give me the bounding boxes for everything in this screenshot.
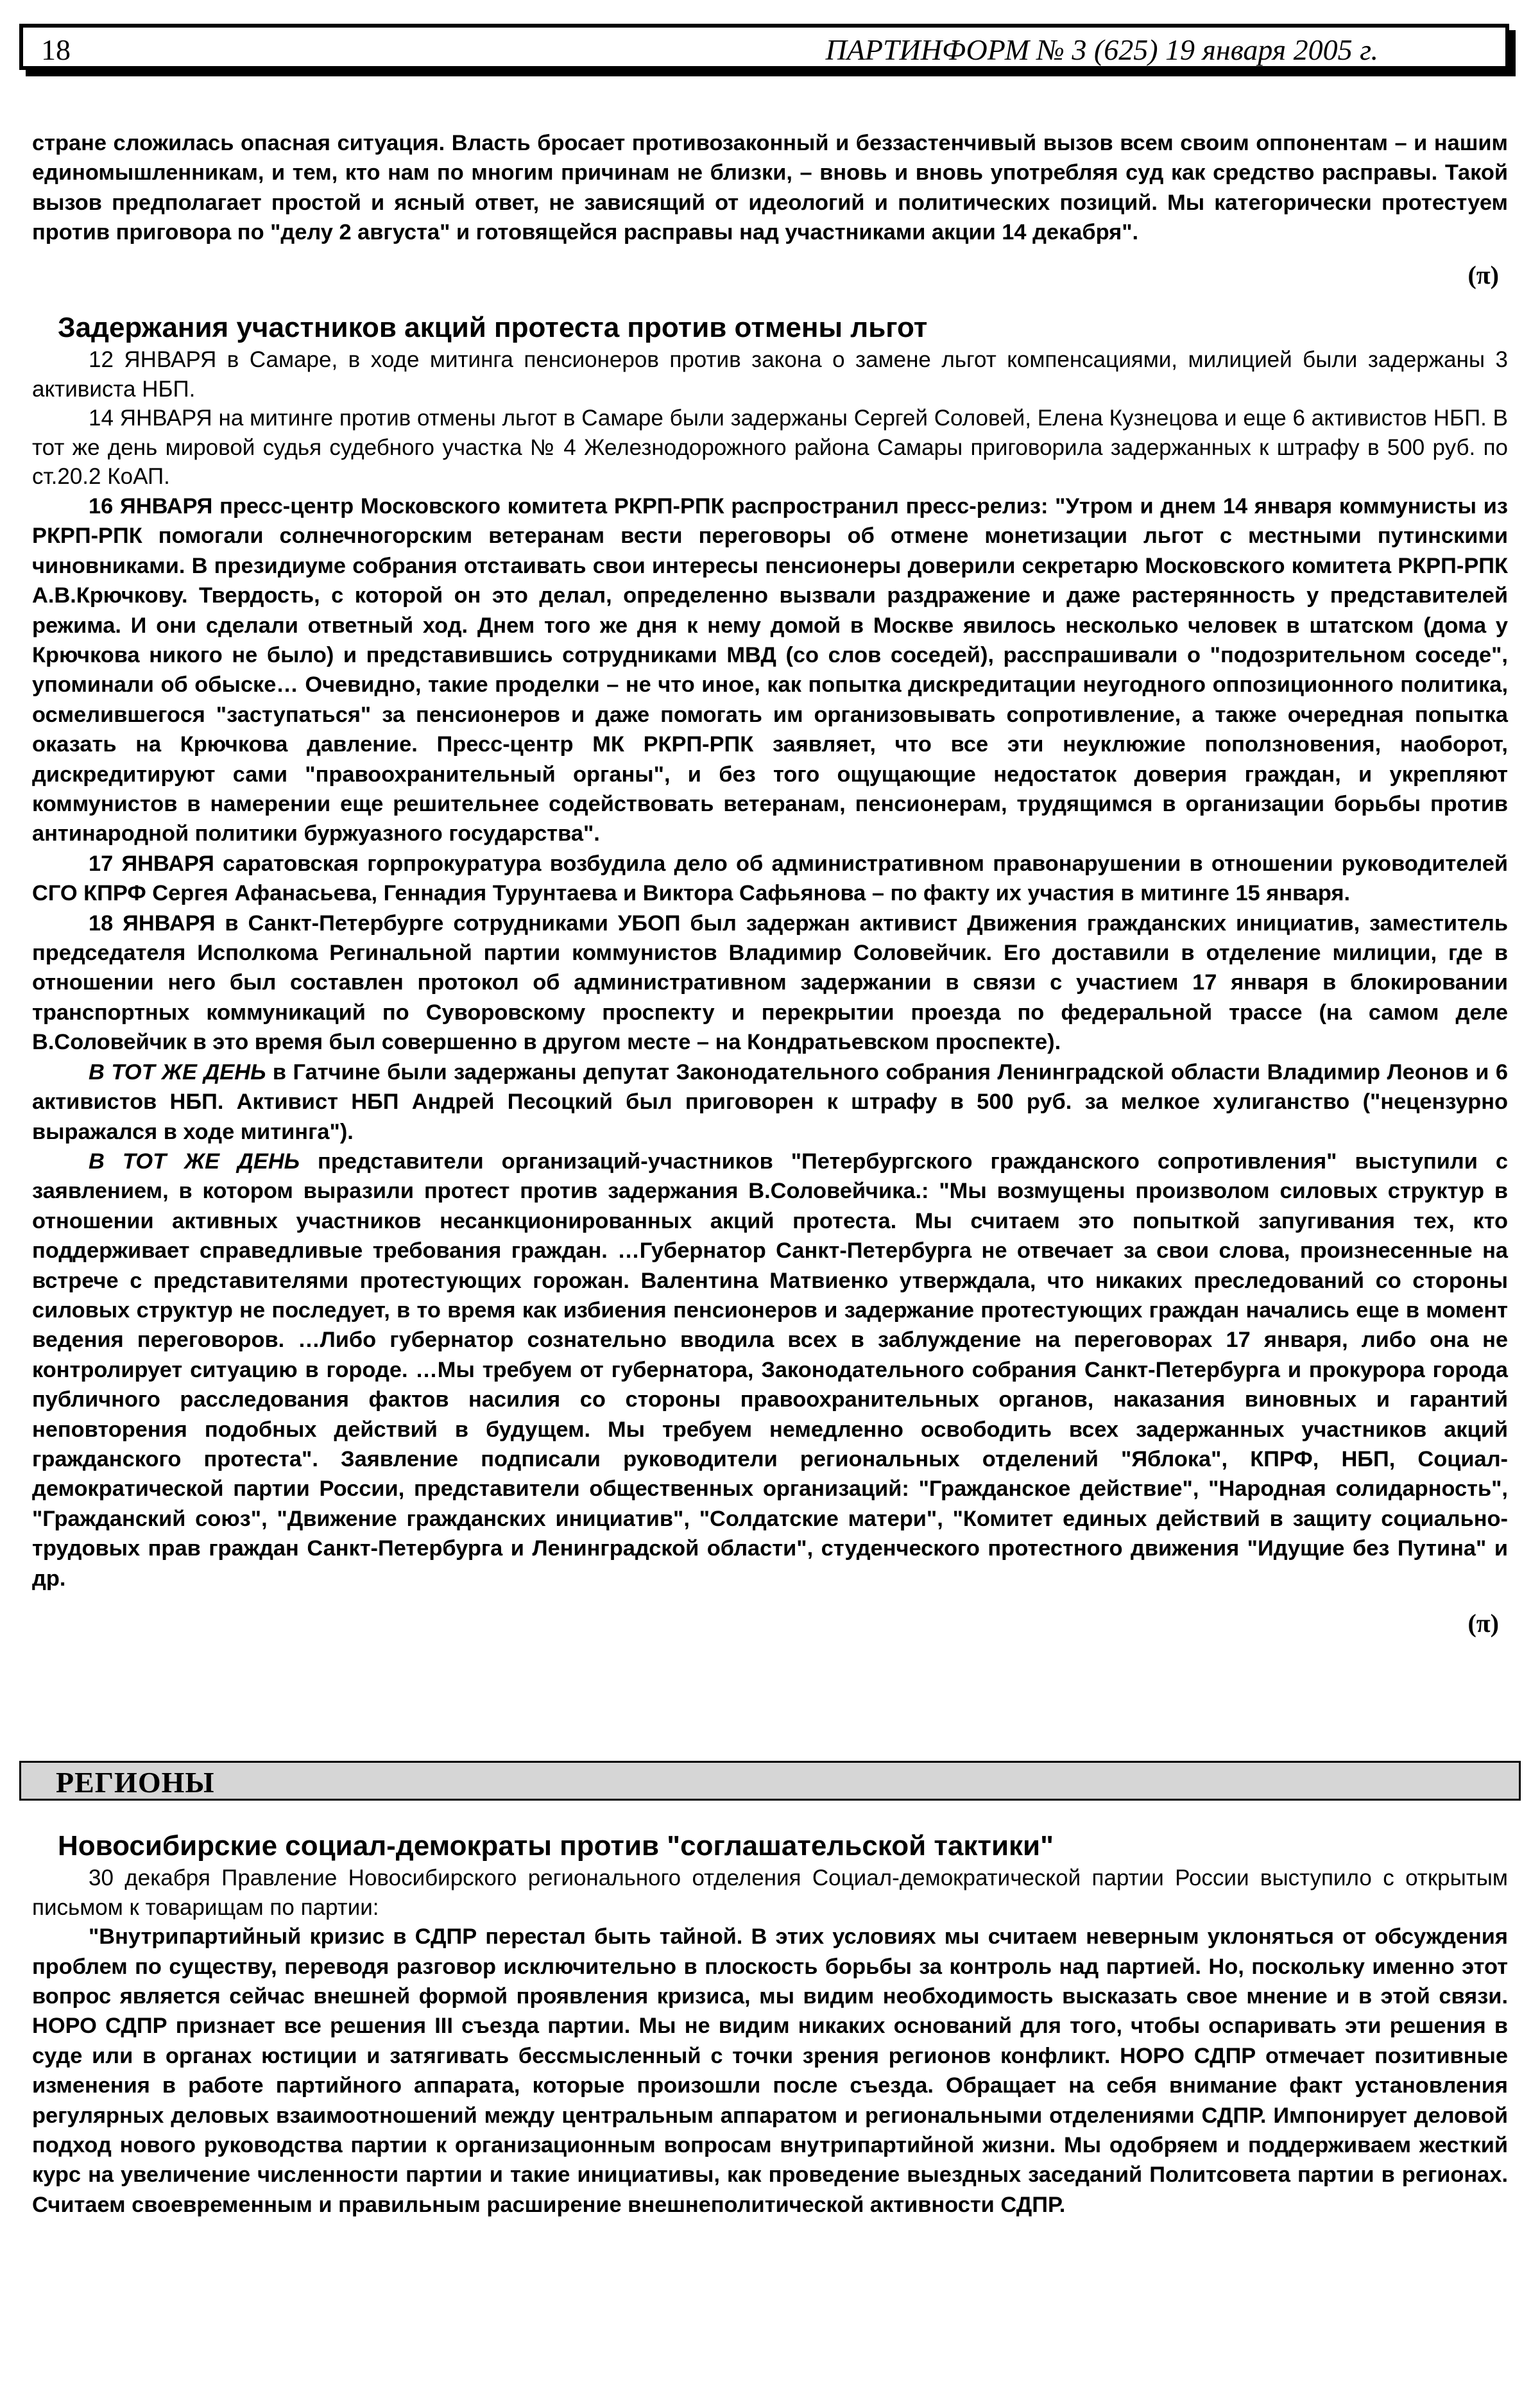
article-paragraph: 12 ЯНВАРЯ в Самаре, в ходе митинга пенсионеров против закона о замене льгот компенсациями, милицией были задержаны 3 активиста НБП. [32,347,1508,402]
article-detentions [32,311,1508,1638]
page-number: 18 [41,33,71,66]
section-title: РЕГИОНЫ [56,1766,215,1799]
article-paragraph: 30 декабря Правление Новосибирского регионального отделения Социал-демократической партии России выступило с открытым письмом к товарищам по партии: [32,1865,1508,1920]
article-paragraph: 18 ЯНВАРЯ в Санкт-Петербурге сотрудниками УБОП был задержан активист Движения гражданских инициатив, заместитель председателя Исполкома Регинальной партии коммунистов Владимир Соловейчик. Его доставили в отделение милиции, где в отношении него был составлен протокол об административном задержании в связи с участием 17 января в блокировании транспортных коммуникаций по Суворовскому проспекту и перекрытии проезда по федеральной трассе (на самом деле В.Соловейчик в это время был совершенно в другом месте – на Кондратьевском проспекте). [32,911,1508,1055]
article-heading: Новосибирские социал-демократы против "соглашательской тактики" [58,1830,1054,1862]
article-paragraph: 14 ЯНВАРЯ на митинге против отмены льгот в Самаре были задержаны Сергей Соловей, Елена Кузнецова и еще 6 активистов НБП. В тот же день мировой судья судебного участка № 4 Железнодорожного района Самары приговорила задержанных к штрафу в 500 руб. по ст.20.2 КоАП. [32,406,1508,490]
article-paragraph: "Внутрипартийный кризис в СДПР перестал быть тайной. В этих условиях мы считаем неверным уклоняться от обсуждения проблем по существу, переводя разговор исключительно в плоскость борьбы за контроль над партией. Но, поскольку именно этот вопрос является сейчас внешней формой проявления кризиса, мы видим необходимость высказать свое мнение и в этой связи. НОРО СДПР признает все решения III съезда партии. Мы не видим никаких оснований для того, чтобы оспаривать эти решения в суде или в органах юстиции и затягивать бессмысленный с точки зрения регионов конфликт. НОРО СДПР отмечает позитивные изменения в работе партийного аппарата, которые произошли после съезда. Обращает на себя внимание факт установления регулярных деловых взаимоотношений между центральным аппаратом и региональными отделениями СДПР. Импонирует деловой подход нового руководства партии к организационным вопросам внутрипартийной жизни. Мы одобряем и поддерживаем жесткий курс на увеличение численности партии и такие инициативы, как проведение выездных заседаний Политсовета партии в регионах. Считаем своевременным и правильным расширение внешнеполитической активности СДПР. [32,1924,1508,2217]
intro-signature: (π) [1467,260,1499,289]
date-lead: В ТОТ ЖЕ ДЕНЬ [89,1149,300,1174]
article-paragraph: 16 ЯНВАРЯ пресс-центр Московского комитета РКРП-РПК распространил пресс-релиз: "Утром и днем 14 января коммунисты из РКРП-РПК помогали солнечногорским ветеранам вести переговоры об отмене монетизации льгот с местными путинскими чиновниками. В президиуме собрания отстаивать свои интересы пенсионеры доверили секретарю Московского комитета РКРП-РПК А.В.Крючкову. Твердость, с которой он это делал, определенно вызвали раздражение и даже растерянность у представителей режима. И они сделали ответный ход. Днем того же дня к нему домой в Москве явилось несколько человек в штатском (дома у Крючкова никого не было) и представившись сотрудниками МВД (со слов соседей), расспрашивали о "подозрительном соседе", упоминали об обыске… Очевидно, такие проделки – не что иное, как попытка дискредитации неугодного оппозиционного политика, осмелившегося "заступаться" за пенсионеров и даже помогать им организовывать сопротивление, а также очередная попытка оказать на Крючкова давление. Пресс-центр МК РКРП-РПК заявляет, что все эти неуклюжие поползновения, наоборот, дискредитируют сами "правоохранительный органы", и без того ощущающие недостаток доверия граждан, и укрепляют коммунистов в намерении еще решительнее содействовать ветеранам, пенсионерам, трудящимся в организации борьбы против антинародной политики буржуазного государства". [32,493,1508,846]
paragraph-body: представители организаций-участников "Петербургского гражданского сопротивления" выступили с заявлением, в котором выразили протест против задержания В.Соловейчика.: "Мы возмущены произволом силовых структур в отношении активных участников несанкционированных акций протеста. Мы считаем это попыткой запугивания тех, кто поддерживает справедливые требования граждан. …Губернатор Санкт-Петербурга не отвечает за свои слова, произнесенные на встрече с представителями протестующих горожан. Валентина Матвиенко утверждала, что никаких преследований со стороны силовых структур не последует, в то время как избиения пенсионеров и задержание протестующих граждан начались еще в момент ведения переговоров. …Либо губернатор сознательно вводила всех в заблуждение на переговорах 17 января, либо она не контролирует ситуацию в городе. …Мы требуем от губернатора, Законодательного собрания Санкт-Петербурга и прокурора города публичного расследования фактов насилия со стороны правоохранительных органов, наказания виновных и гарантий неповторения подобных действий в будущем. Мы требуем немедленно освободить всех задержанных участников акций гражданского протеста". Заявление подписали руководители региональных отделений "Яблока", КПРФ, НБП, Социал-демократической партии России, представители общественных организаций: "Гражданское действие", "Народная солидарность", "Гражданский союз", "Движение гражданских инициатив", "Солдатские матери", "Комитет единых действий в защиту социально-трудовых прав граждан Санкт-Петербурга и Ленинградской области", студенческого протестного движения "Идущие без Путина" и др. [32,1149,1508,1591]
article-paragraph: 17 ЯНВАРЯ саратовская горпрокуратура возбудила дело об административном правонарушении в отношении руководителей СГО КПРФ Сергея Афанасьева, Геннадия Турунтаева и Виктора Сафьянова – по факту их участия в митинге 15 января. [32,851,1508,906]
article-signature: (π) [1467,1609,1499,1638]
intro-block [32,128,1508,290]
article-novosibirsk [32,1829,1508,2220]
paragraph-body: в Гатчине были задержаны депутат Законодательного собрания Ленинградской области Владимир Леонов и 6 активистов НБП. Активист НБП Андрей Песоцкий был приговорен к штрафу в 500 руб. за мелкое хулиганство ("нецензурно выражался в ходе митинга"). [32,1059,1508,1144]
article-paragraph [32,1058,1508,1147]
intro-paragraph: стране сложилась опасная ситуация. Власть бросает противозаконный и беззастенчивый вызов всем своим оппонентам – и нашим единомышленникам, и тем, кто нам по многим причинам не близки, – вновь и вновь употребляя суд как средство расправы. Такой вызов предполагает простой и ясный ответ, не зависящий от идеологий и политических позиций. Мы категорически протестуем против приговора по "делу 2 августа" и готовящейся расправы над участниками акции 14 декабря". [32,131,1508,245]
publication-title: ПАРТИНФОРМ № 3 (625) 19 января 2005 г. [825,33,1378,66]
date-lead: В ТОТ ЖЕ ДЕНЬ [89,1059,266,1084]
page-header [19,24,1509,70]
section-header-regions [19,1761,1521,1801]
article-heading: Задержания участников акций протеста против отмены льгот [58,312,928,343]
article-paragraph [32,1147,1508,1593]
